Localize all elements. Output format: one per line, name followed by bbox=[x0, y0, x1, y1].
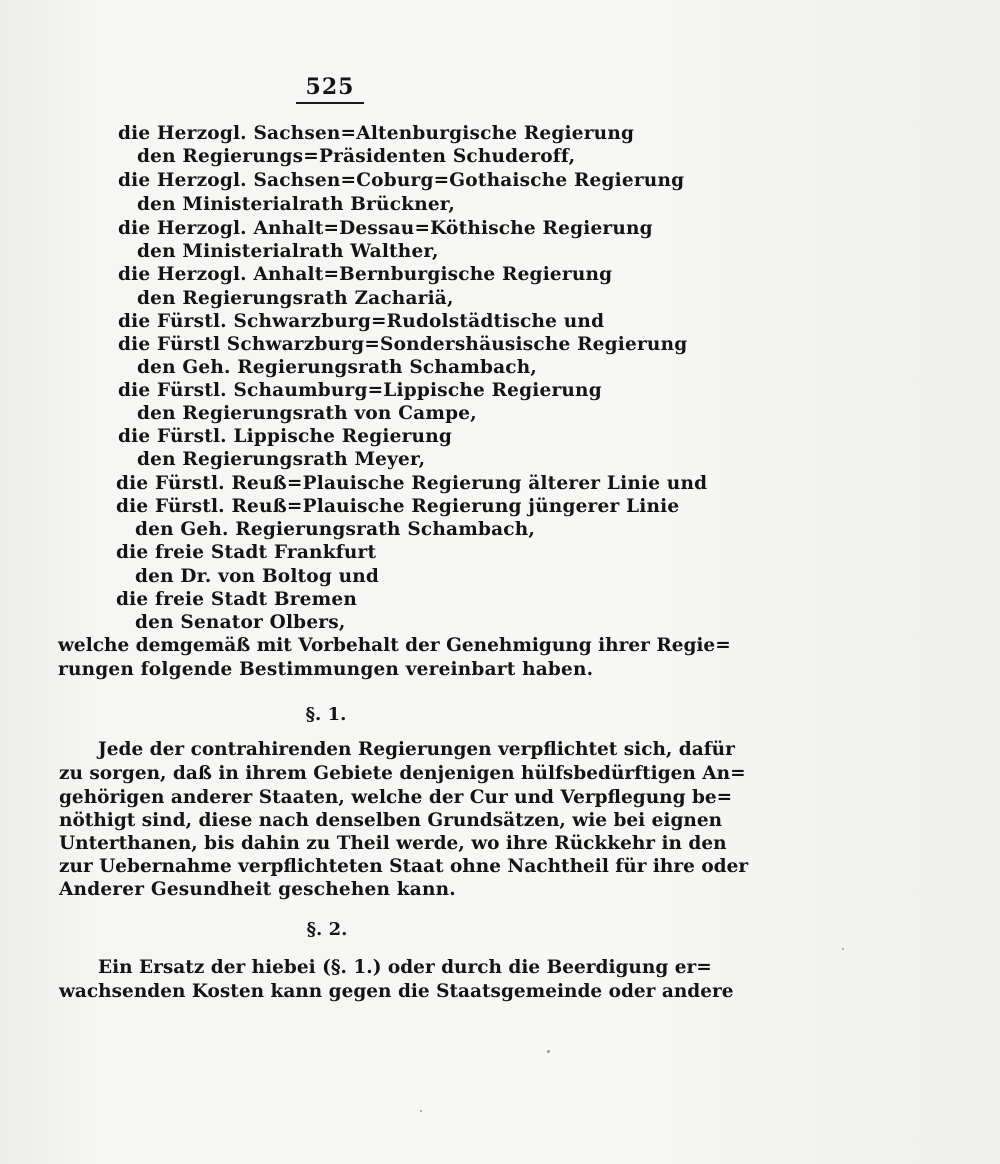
party-line: die Fürstl. Reuß=Plauische Regierung älterer Linie und bbox=[116, 473, 708, 494]
section-paragraph-line: wachsenden Kosten kann gegen die Staatsgemeinde oder andere bbox=[59, 981, 734, 1002]
party-line: den Senator Olbers, bbox=[135, 612, 346, 633]
party-line: die Fürstl. Reuß=Plauische Regierung jüngerer Linie bbox=[116, 496, 680, 517]
section-paragraph-line: zu sorgen, daß in ihrem Gebiete denjenigen hülfsbedürftigen An= bbox=[59, 763, 746, 784]
party-line: den Geh. Regierungsrath Schambach, bbox=[137, 357, 538, 378]
page-number: 525 bbox=[305, 74, 355, 100]
section-paragraph-line: Jede der contrahirenden Regierungen verpflichtet sich, dafür bbox=[98, 739, 735, 760]
party-line: den Regierungsrath Zachariä, bbox=[137, 288, 454, 309]
party-line: die freie Stadt Frankfurt bbox=[116, 542, 377, 563]
scan-speck bbox=[547, 1050, 550, 1053]
party-line: die Herzogl. Anhalt=Bernburgische Regierung bbox=[118, 264, 613, 285]
section-paragraph-line: nöthigt sind, diese nach denselben Grundsätzen, wie bei eignen bbox=[59, 810, 723, 831]
section-paragraph-line: Unterthanen, bis dahin zu Theil werde, wo ihre Rückkehr in den bbox=[59, 833, 727, 854]
page-number-rule bbox=[296, 102, 364, 104]
party-line: die Fürstl. Schaumburg=Lippische Regierung bbox=[118, 380, 602, 401]
party-line: die Fürstl. Schwarzburg=Rudolstädtische und bbox=[118, 311, 605, 332]
section-paragraph-line: Ein Ersatz der hiebei (§. 1.) oder durch die Beerdigung er= bbox=[98, 957, 712, 978]
section-paragraph-line: gehörigen anderer Staaten, welche der Cur und Verpflegung be= bbox=[59, 787, 733, 808]
party-line: die freie Stadt Bremen bbox=[116, 589, 358, 610]
closing-clause-line: welche demgemäß mit Vorbehalt der Genehmigung ihrer Regie= bbox=[58, 635, 731, 656]
party-line: den Regierungsrath Meyer, bbox=[137, 449, 426, 470]
party-line: den Regierungsrath von Campe, bbox=[137, 403, 477, 424]
party-line: die Fürstl. Lippische Regierung bbox=[118, 426, 452, 447]
party-line: den Dr. von Boltog und bbox=[135, 566, 380, 587]
party-line: die Herzogl. Sachsen=Altenburgische Regierung bbox=[118, 123, 635, 144]
section-heading: §. 2. bbox=[306, 919, 348, 940]
party-line: die Herzogl. Sachsen=Coburg=Gothaische Regierung bbox=[118, 170, 685, 191]
section-paragraph-line: Anderer Gesundheit geschehen kann. bbox=[59, 879, 456, 900]
party-line: den Geh. Regierungsrath Schambach, bbox=[135, 519, 536, 540]
party-line: die Herzogl. Anhalt=Dessau=Köthische Regierung bbox=[118, 218, 653, 239]
scan-speck bbox=[420, 1110, 422, 1112]
party-line: den Regierungs=Präsidenten Schuderoff, bbox=[137, 146, 576, 167]
scan-speck bbox=[842, 948, 844, 950]
party-line: die Fürstl Schwarzburg=Sondershäusische Regierung bbox=[118, 334, 688, 355]
section-paragraph-line: zur Uebernahme verpflichteten Staat ohne Nachtheil für ihre oder bbox=[59, 856, 749, 877]
closing-clause-line: rungen folgende Bestimmungen vereinbart haben. bbox=[58, 659, 594, 680]
party-line: den Ministerialrath Walther, bbox=[137, 241, 439, 262]
section-heading: §. 1. bbox=[305, 704, 347, 725]
party-line: den Ministerialrath Brückner, bbox=[137, 194, 456, 215]
